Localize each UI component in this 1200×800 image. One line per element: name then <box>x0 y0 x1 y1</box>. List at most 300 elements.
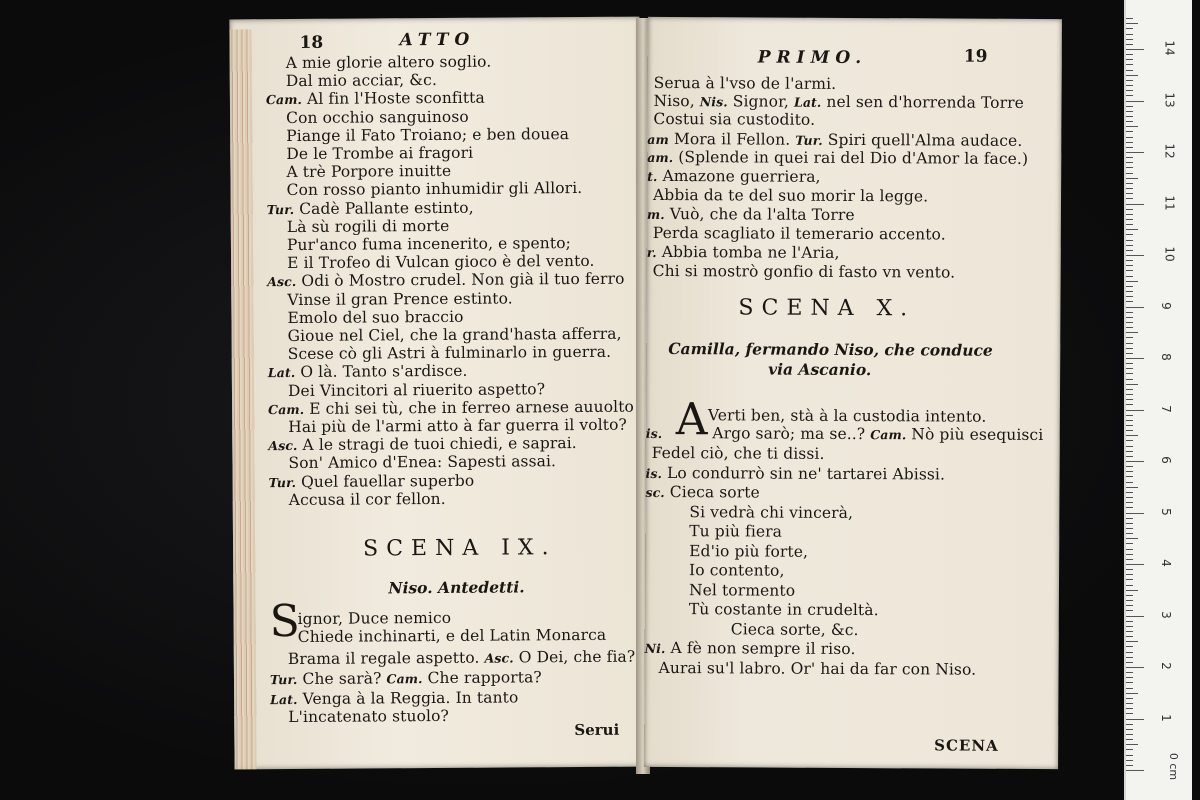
ruler-tick <box>1126 265 1133 266</box>
ruler-tick <box>1126 744 1138 745</box>
ruler-tick <box>1126 765 1133 766</box>
text-line <box>287 218 450 236</box>
ruler-tick <box>1126 533 1133 534</box>
line-text: Quel fauellar superbo <box>301 471 475 491</box>
ruler-tick <box>1126 23 1138 24</box>
ruler-tick <box>1126 219 1133 220</box>
page-edge <box>229 29 256 769</box>
ruler-tick <box>1126 461 1144 462</box>
text-line <box>645 640 856 658</box>
ruler-tick <box>1126 64 1133 65</box>
ruler-tick <box>1126 173 1133 174</box>
text-line <box>286 72 437 90</box>
ruler-tick <box>1126 621 1133 622</box>
text-line <box>286 126 569 145</box>
ruler-tick <box>1126 373 1133 374</box>
speaker-label: Cam. <box>870 427 907 443</box>
line-text: Son' Amico d'Enea: Sapesti assai. <box>288 452 557 473</box>
line-text: Là sù rogili di morte <box>286 216 450 236</box>
ruler-tick <box>1126 657 1133 658</box>
ruler-tick <box>1126 595 1133 596</box>
text-line <box>287 180 583 199</box>
line-text: Che sarà? <box>302 669 382 688</box>
ruler-tick <box>1126 410 1144 411</box>
ruler-tick <box>1126 549 1133 550</box>
line-text: Hai più de l'armi atto à far guerra il volto? <box>288 415 627 437</box>
drop-cap-s: S <box>269 595 300 648</box>
ruler-number: 1 <box>1158 713 1173 722</box>
speaker-label: Tur. <box>268 474 297 490</box>
line-text: Vinse il gran Prence estinto. <box>287 289 513 309</box>
scene-cast-x-2: via Ascanio. <box>768 359 872 380</box>
ruler-tick <box>1126 85 1133 86</box>
speaker-label: Lat. <box>267 365 296 381</box>
text-line <box>647 168 821 186</box>
line-text: Dei Vincitori al riuerito aspetto? <box>287 379 546 400</box>
ruler-tick <box>1126 394 1133 395</box>
ruler-tick <box>1126 626 1133 627</box>
text-line <box>268 363 468 381</box>
scene-title-ix: SCENA IX. <box>363 535 557 562</box>
text-line <box>287 309 463 327</box>
ruler-tick <box>1126 734 1133 735</box>
text-line: Verti ben, stà à la custodia intento. <box>707 406 987 426</box>
ruler-tick <box>1126 44 1133 45</box>
measuring-ruler <box>1124 0 1192 800</box>
text-line: Chiede inchinarti, e del Latin Monarca <box>297 625 607 646</box>
ruler-tick <box>1126 142 1133 143</box>
speaker-label: Tur. <box>795 132 823 148</box>
ruler-tick <box>1126 446 1133 447</box>
ruler-tick <box>1126 724 1133 725</box>
speaker-label: r. <box>646 244 657 260</box>
ruler-tick <box>1126 286 1133 287</box>
ruler-tick <box>1126 39 1133 40</box>
line-text: Emolo del suo braccio <box>287 307 464 327</box>
ruler-tick <box>1126 482 1133 483</box>
ruler-tick <box>1126 729 1133 730</box>
speaker-label: Tur. <box>266 201 295 217</box>
ruler-tick <box>1126 75 1138 76</box>
text-line <box>653 187 928 205</box>
speaker-label: m. <box>646 206 665 223</box>
ruler-tick <box>1126 425 1133 426</box>
ruler-tick <box>1126 569 1133 570</box>
line-text: Amazone guerriera, <box>662 166 821 186</box>
text-line <box>646 425 1044 444</box>
ruler-tick <box>1126 147 1133 148</box>
ruler-tick <box>1126 672 1133 673</box>
ruler-tick <box>1126 276 1133 277</box>
line-text: Ed'io più forte, <box>689 541 809 561</box>
ruler-tick <box>1126 559 1133 560</box>
ruler-tick <box>1126 301 1133 302</box>
text-line: L'incatenato stuolo? <box>288 706 449 727</box>
ruler-tick <box>1126 755 1133 756</box>
open-book <box>226 18 1066 774</box>
ruler-tick <box>1126 70 1133 71</box>
ruler-tick <box>1126 543 1133 544</box>
ruler-tick <box>1126 152 1144 153</box>
ruler-tick <box>1126 281 1138 282</box>
right-page <box>644 17 1062 769</box>
line-text: Nel tormento <box>688 580 796 600</box>
text-line <box>689 504 853 522</box>
catchword-left: Serui <box>574 720 620 740</box>
text-line <box>287 253 595 272</box>
ruler-tick <box>1126 713 1133 714</box>
text-line <box>286 163 451 181</box>
line-text: Argo sarò; ma se..? <box>712 424 866 444</box>
ruler-tick <box>1126 600 1133 601</box>
ruler-tick <box>1126 234 1133 235</box>
line-text: Accusa il cor fellon. <box>288 489 446 509</box>
ruler-tick <box>1126 193 1133 194</box>
line-text: O là. Tanto s'ardisce. <box>300 362 468 382</box>
speaker-label: Tur. <box>269 671 298 688</box>
line-text: Tu più fiera <box>689 522 783 541</box>
ruler-tick <box>1126 677 1133 678</box>
ruler-tick <box>1126 111 1133 112</box>
speaker-label: Lat. <box>793 94 822 110</box>
page-number-right: 19 <box>963 46 988 67</box>
line-text: De le Trombe ai fragori <box>286 143 474 164</box>
line-text: Lo condurrò sin ne' tartarei Abissi. <box>667 463 946 483</box>
speaker-label: Asc. <box>268 438 298 454</box>
ruler-tick <box>1126 605 1133 606</box>
speaker-label: is. <box>645 465 663 481</box>
line-text: Venga à la Reggia. In tanto <box>302 688 519 708</box>
scene-cast-x-1: Camilla, fermando Niso, che conduce <box>668 339 993 360</box>
ruler-tick <box>1126 749 1133 750</box>
ruler-tick <box>1126 209 1133 210</box>
ruler-tick <box>1126 476 1133 477</box>
text-line <box>288 454 556 473</box>
ruler-tick <box>1126 368 1133 369</box>
page-number-left: 18 <box>299 32 324 53</box>
ruler-number: 3 <box>1158 610 1173 619</box>
ruler-number: 5 <box>1158 507 1173 516</box>
ruler-tick <box>1126 507 1133 508</box>
line-text: E chi sei tù, che in ferreo arnese auuolto <box>309 397 635 418</box>
text-line <box>288 344 612 363</box>
ruler-tick <box>1126 399 1133 400</box>
ruler-tick <box>1126 435 1138 436</box>
line-text: Cadè Pallante estinto, <box>299 198 474 218</box>
line-text: Chi si mostrò gonfio di fasto vn vento. <box>652 261 956 282</box>
ruler-tick <box>1126 693 1138 694</box>
ruler-tick <box>1126 719 1144 720</box>
ruler-tick <box>1126 291 1133 292</box>
ruler-tick <box>1126 188 1133 189</box>
line-text: Brama il regale aspetto. <box>287 648 480 669</box>
ruler-tick <box>1126 358 1144 359</box>
ruler-tick <box>1126 430 1133 431</box>
ruler-number: 2 <box>1158 662 1173 670</box>
speaker-label: Asc. <box>484 650 514 666</box>
line-text: Abbia tomba ne l'Aria, <box>661 242 840 262</box>
ruler-tick <box>1126 379 1133 380</box>
ruler-tick <box>1126 343 1133 344</box>
line-text: nel sen d'horrenda Torre <box>826 92 1024 112</box>
ruler-tick <box>1126 270 1133 271</box>
text-line <box>689 601 879 619</box>
ruler-tick <box>1126 420 1133 421</box>
ruler-tick <box>1126 554 1133 555</box>
ruler-tick <box>1126 80 1133 81</box>
ruler-number: 6 <box>1158 456 1173 464</box>
ruler-tick <box>1126 610 1133 611</box>
text-line <box>647 244 840 262</box>
line-text: Io contento, <box>689 561 785 580</box>
ruler-number: 12 <box>1162 143 1177 159</box>
left-page <box>229 17 644 770</box>
ruler-tick <box>1126 224 1133 225</box>
ruler-tick <box>1126 18 1133 19</box>
ruler-tick <box>1126 502 1133 503</box>
ruler-tick <box>1126 760 1133 761</box>
ruler-tick <box>1126 466 1133 467</box>
line-text: O Dei, che fia? <box>518 647 636 667</box>
ruler-number: 13 <box>1162 91 1177 108</box>
ruler-tick <box>1126 682 1133 683</box>
text-line <box>286 108 469 126</box>
ruler-tick <box>1126 698 1133 699</box>
text-line <box>689 523 782 540</box>
text-line <box>653 225 946 244</box>
ruler-tick <box>1126 250 1133 251</box>
ruler-tick <box>1126 770 1144 771</box>
text-line <box>266 90 485 109</box>
ruler-number: 9 <box>1158 301 1173 310</box>
ruler-tick <box>1126 404 1133 405</box>
ruler-number: 11 <box>1162 194 1177 211</box>
line-text: Gioue nel Ciel, che la grand'hasta afferra, <box>287 324 622 346</box>
text-line <box>287 290 513 309</box>
ruler-tick <box>1126 307 1144 308</box>
ruler-tick <box>1126 167 1133 168</box>
line-text: (Splende in quei rai del Dio d'Amor la face.) <box>678 148 1029 168</box>
ruler-number: 7 <box>1158 404 1173 413</box>
ruler-tick <box>1126 518 1133 519</box>
ruler-tick <box>1126 590 1138 591</box>
ruler-unit-label: 0 cm <box>1167 752 1181 781</box>
speaker-label: sc. <box>645 484 665 501</box>
speaker-label: Cam. <box>268 401 305 417</box>
text-line <box>289 491 446 509</box>
ruler-tick <box>1126 384 1138 385</box>
ruler-tick <box>1126 739 1133 740</box>
ruler-tick <box>1126 662 1133 663</box>
ruler-tick <box>1126 317 1133 318</box>
line-text: Al fin l'Hoste sconfitta <box>306 89 485 109</box>
ruler-tick <box>1126 157 1133 158</box>
line-text: A mie glorie altero soglio. <box>285 52 492 73</box>
speaker-label: Ni. <box>644 640 666 657</box>
ruler-tick <box>1126 440 1133 441</box>
ruler-tick <box>1126 389 1133 390</box>
ruler-number: 4 <box>1158 559 1173 567</box>
ruler-tick <box>1126 688 1133 689</box>
ruler-tick <box>1126 198 1133 199</box>
ruler-tick <box>1126 121 1133 122</box>
ruler-tick <box>1126 131 1133 132</box>
ruler-tick <box>1126 538 1138 539</box>
line-text: Con occhio sanguinoso <box>286 107 469 127</box>
text-line <box>646 464 946 483</box>
ruler-tick <box>1126 137 1133 138</box>
ruler-tick <box>1126 106 1133 107</box>
ruler-tick <box>1126 101 1144 102</box>
text-line <box>288 649 636 668</box>
ruler-tick <box>1126 703 1133 704</box>
ruler-tick <box>1126 296 1133 297</box>
ruler-tick <box>1126 59 1133 60</box>
drop-cap-a: A <box>675 394 708 446</box>
text-line: Serua à l'vso de l'armi. <box>653 73 837 93</box>
text-line <box>288 417 627 436</box>
ruler-tick <box>1126 178 1138 179</box>
ruler-tick <box>1126 636 1133 637</box>
line-text: Signor, <box>732 92 789 111</box>
text-line <box>288 381 545 400</box>
ruler-tick <box>1126 523 1133 524</box>
speaker-label: Nis. <box>699 94 728 110</box>
ruler-tick <box>1126 667 1144 668</box>
ruler-tick <box>1126 116 1133 117</box>
ruler-tick <box>1126 95 1133 96</box>
line-text: A le stragi de tuoi chiedi, e saprai. <box>302 434 577 455</box>
line-text: Aurai su'l labro. Or' hai da far con Niso. <box>658 658 977 679</box>
text-line: Costui sia custodito. <box>653 109 816 129</box>
text-line <box>270 669 542 688</box>
text-line <box>689 562 785 579</box>
ruler-tick <box>1126 363 1133 364</box>
line-text: Perda scagliato il temerario accento. <box>652 223 946 244</box>
speaker-label: Cam. <box>386 671 423 687</box>
ruler-tick <box>1126 574 1133 575</box>
text-line <box>268 435 577 454</box>
speaker-label: Cam. <box>265 92 303 108</box>
text-line <box>659 659 977 678</box>
speaker-label: am. <box>647 149 674 166</box>
ruler-tick <box>1126 528 1133 529</box>
line-text: Cieca sorte <box>669 483 760 502</box>
ruler-tick <box>1126 652 1133 653</box>
line-text: Fedel ciò, che ti dissi. <box>651 443 825 463</box>
line-text: Dal mio acciar, &c. <box>285 71 438 91</box>
text-line <box>653 93 1023 112</box>
text-line <box>647 149 1028 168</box>
ruler-tick <box>1126 497 1133 498</box>
text-line <box>288 326 622 345</box>
speaker-label: is. <box>645 425 663 442</box>
line-text: Vuò, che da l'alta Torre <box>669 205 855 225</box>
text-line <box>689 582 795 600</box>
ruler-tick <box>1126 214 1133 215</box>
ruler-tick <box>1126 631 1133 632</box>
scene-title-x: SCENA X. <box>738 295 916 322</box>
ruler-tick <box>1126 260 1133 261</box>
ruler-tick <box>1126 312 1133 313</box>
ruler-tick <box>1126 162 1133 163</box>
ruler-tick <box>1126 616 1144 617</box>
ruler-number: 8 <box>1158 353 1173 361</box>
ruler-tick <box>1126 332 1138 333</box>
text-line <box>645 484 759 502</box>
ruler-tick <box>1126 513 1144 514</box>
ruler-tick <box>1126 28 1133 29</box>
line-text: Niso, <box>653 91 695 111</box>
line-text: Cieca sorte, &c. <box>730 619 859 639</box>
text-line: ignor, Duce nemico <box>297 608 452 628</box>
text-line <box>269 472 475 490</box>
ruler-tick <box>1126 34 1133 35</box>
ruler-tick <box>1126 126 1138 127</box>
line-text: Abbia da te del suo morir la legge. <box>652 185 929 206</box>
speaker-label: t. <box>647 168 658 184</box>
text-line <box>647 206 855 224</box>
line-text: A trè Porpore inuitte <box>286 162 452 182</box>
line-text: Si vedrà chi vincerà, <box>689 502 854 522</box>
ruler-tick <box>1126 348 1133 349</box>
ruler-tick <box>1126 183 1133 184</box>
text-line <box>267 199 474 217</box>
ruler-tick <box>1126 487 1138 488</box>
line-text: Tù costante in crudeltà. <box>688 600 879 620</box>
ruler-tick <box>1126 54 1133 55</box>
text-line <box>267 271 624 290</box>
ruler-tick <box>1126 451 1133 452</box>
ruler-tick <box>1126 90 1133 91</box>
ruler-number: 14 <box>1162 40 1177 56</box>
ruler-number: 10 <box>1162 246 1177 262</box>
text-line <box>731 621 859 639</box>
ruler-tick <box>1126 49 1144 50</box>
ruler-tick <box>1126 229 1138 230</box>
ruler-tick <box>1126 204 1144 205</box>
ruler-tick <box>1126 240 1133 241</box>
line-text: A fè non sempre il riso. <box>670 639 856 659</box>
text-line <box>270 689 518 708</box>
text-line <box>653 263 956 282</box>
line-text: Nò più esequisci <box>911 425 1044 444</box>
ruler-tick <box>1126 337 1133 338</box>
scene-cast-ix: Niso. Antedetti. <box>388 577 525 598</box>
text-line <box>652 445 825 463</box>
ruler-tick <box>1126 245 1133 246</box>
ruler-tick <box>1126 353 1133 354</box>
ruler-tick <box>1126 579 1133 580</box>
ruler-tick <box>1126 456 1133 457</box>
catchword-right: SCENA <box>934 736 999 755</box>
line-text: Scese cò gli Astri à fulminarlo in guerra. <box>287 342 612 364</box>
ruler-tick <box>1126 415 1133 416</box>
line-text: Odi ò Mostro crudel. Non già il tuo ferro <box>301 270 625 291</box>
line-text: Con rosso pianto inhumidir gli Allori. <box>286 179 583 200</box>
ruler-tick <box>1126 471 1133 472</box>
speaker-label: am <box>647 131 669 148</box>
line-text: Mora il Fellon. <box>673 130 791 149</box>
text-line <box>286 145 473 163</box>
line-text: Pur'anco fuma incenerito, e spento; <box>286 234 572 255</box>
ruler-tick <box>1126 708 1133 709</box>
line-text: Spiri quell'Alma audace. <box>827 130 1023 150</box>
running-head-right: PRIMO. <box>757 47 868 69</box>
line-text: E il Trofeo di Vulcan gioco è del vento. <box>287 252 595 273</box>
ruler-tick <box>1126 585 1133 586</box>
ruler-tick <box>1126 646 1133 647</box>
